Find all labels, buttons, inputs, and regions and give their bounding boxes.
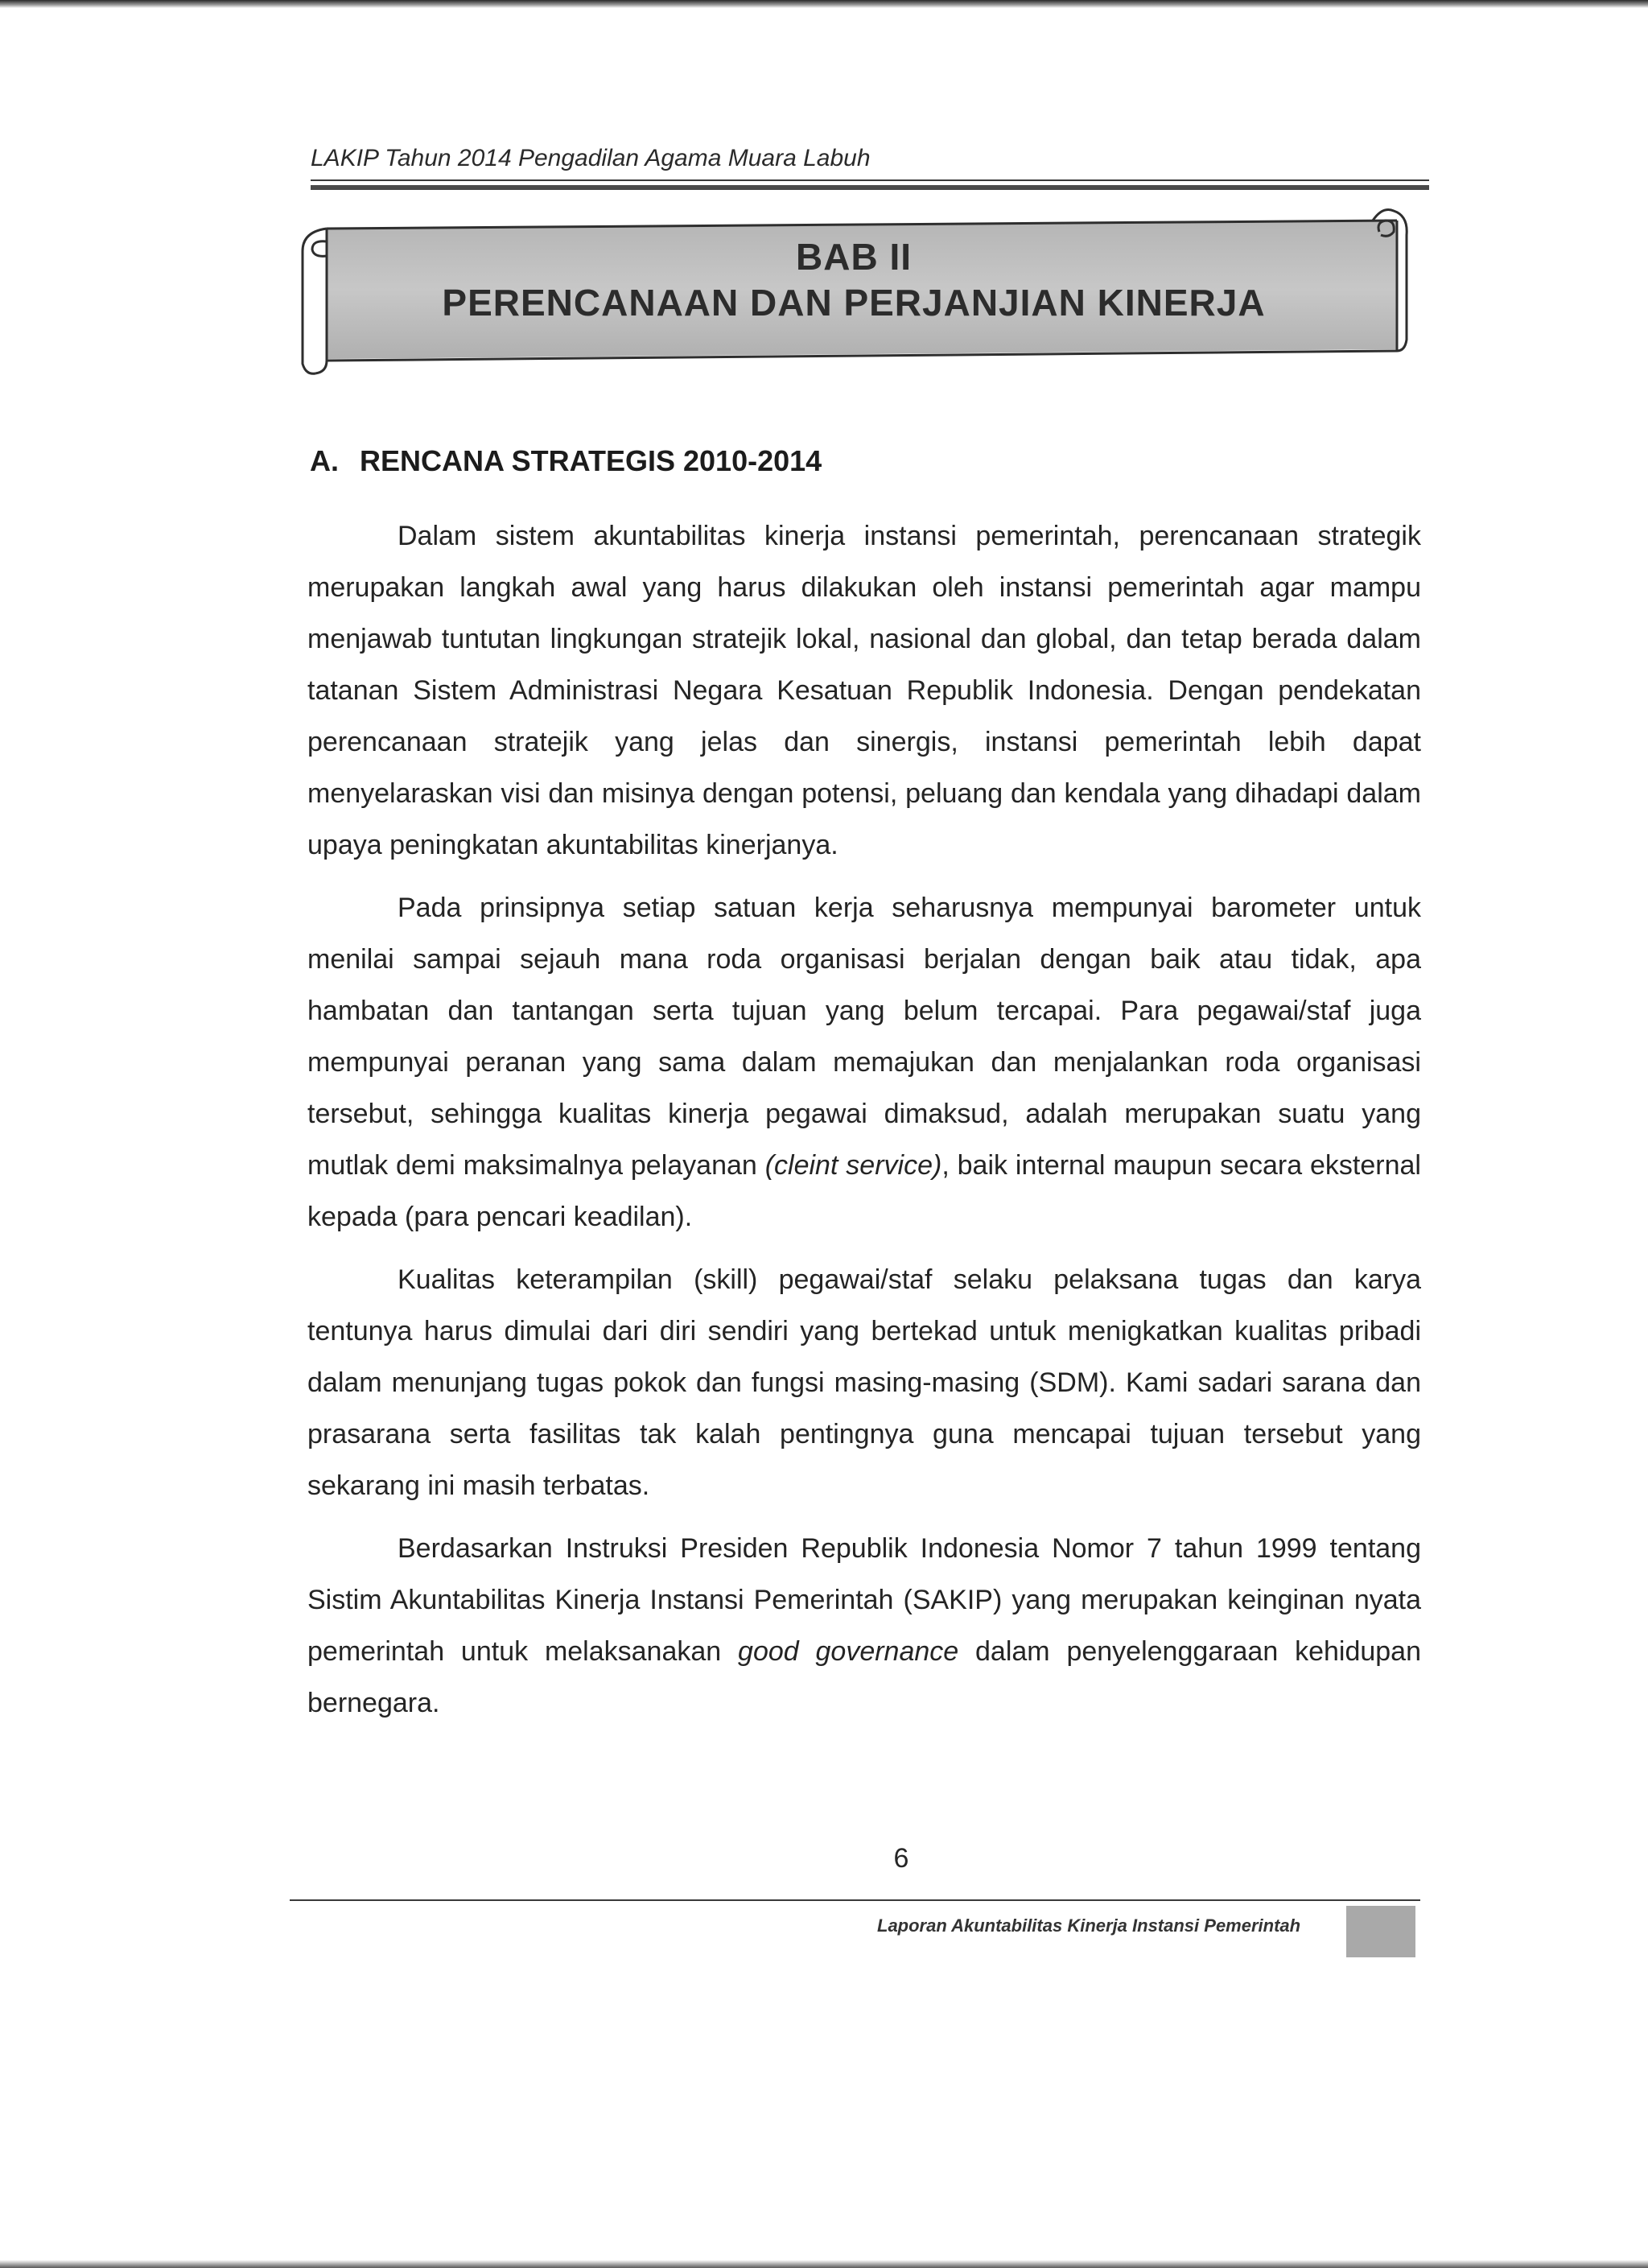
paragraph-2-text-a: Pada prinsipnya setiap satuan kerja seharusnya mempunyai barometer untuk menilai sampai sejauh mana roda organisasi berjalan dengan baik atau tidak, apa hambatan dan tantangan serta tujuan yang belum tercapai. Para pegawai/staf juga mempunyai peranan yang sama dalam memajukan dan menjalankan roda organisasi tersebut, sehingga kualitas kinerja pegawai dimaksud, adalah merupakan suatu yang mutlak demi maksimalnya pelayanan: [307, 893, 1421, 1181]
chapter-number: BAB II: [796, 236, 912, 278]
paragraph-2-emphasis: (cleint service): [764, 1150, 942, 1181]
paragraph-2: [307, 882, 1421, 1243]
paragraph-4-emphasis: good governance: [738, 1636, 959, 1667]
section-number: A.: [310, 444, 339, 477]
paragraph-1: Dalam sistem akuntabilitas kinerja instansi pemerintah, perencanaan strategik merupakan langkah awal yang harus dilakukan oleh instansi pemerintah agar mampu menjawab tuntutan lingkungan stratejik lokal, nasional dan global, dan tetap berada dalam tatanan Sistem Administrasi Negara Kesatuan Republik Indonesia. Dengan pendekatan perencanaan stratejik yang jelas dan sinergis, instansi pemerintah lebih dapat menyelaraskan visi dan misinya dengan potensi, peluang dan kendala yang dihadapi dalam upaya peningkatan akuntabilitas kinerjanya.: [307, 521, 1421, 860]
paragraph-4-text-a: Berdasarkan Instruksi Presiden Republik Indonesia Nomor 7 tahun 1999 tentang Sistim Akuntabilitas Kinerja Instansi Pemerintah (SAKIP) yang merupakan keinginan nyata pemerintah untuk melaksanakan: [307, 1533, 1421, 1667]
scan-edge-bottom: [0, 2260, 1648, 2268]
chapter-scroll-banner: [295, 203, 1421, 377]
paragraph-3: Kualitas keterampilan (skill) pegawai/staf selaku pelaksana tugas dan karya tentunya harus dimulai dari diri sendiri yang bertekad untuk menigkatkan kualitas pribadi dalam menunjang tugas pokok dan fungsi masing-masing (SDM). Kami sadari sarana dan prasarana serta fasilitas tak kalah pentingnya guna mencapai tujuan tersebut yang sekarang ini masih terbatas.: [307, 1264, 1421, 1501]
section-title: RENCANA STRATEGIS 2010-2014: [360, 444, 822, 477]
footer-title: Laporan Akuntabilitas Kinerja Instansi Pemerintah: [877, 1915, 1301, 1936]
paragraph-4-text-b: dalam penyelenggaraan kehidupan bernegara.: [307, 1636, 1421, 1718]
header-rule-thin: [311, 179, 1429, 181]
body-text: [307, 510, 1421, 1740]
paragraph-4: [307, 1523, 1421, 1729]
header-rule-thick: [311, 185, 1429, 190]
section-heading: [310, 444, 822, 478]
footer-rule: [290, 1899, 1420, 1901]
running-header: LAKIP Tahun 2014 Pengadilan Agama Muara Labuh: [311, 145, 871, 171]
paragraph-2-text-b: , baik internal maupun secara eksternal kepada (para pencari keadilan).: [307, 1150, 1421, 1232]
banner-text: [327, 235, 1381, 327]
page-number: 6: [893, 1843, 909, 1874]
chapter-title: PERENCANAAN DAN PERJANJIAN KINERJA: [442, 282, 1266, 324]
scan-edge-top: [0, 0, 1648, 8]
footer-tab-block: [1346, 1906, 1415, 1957]
